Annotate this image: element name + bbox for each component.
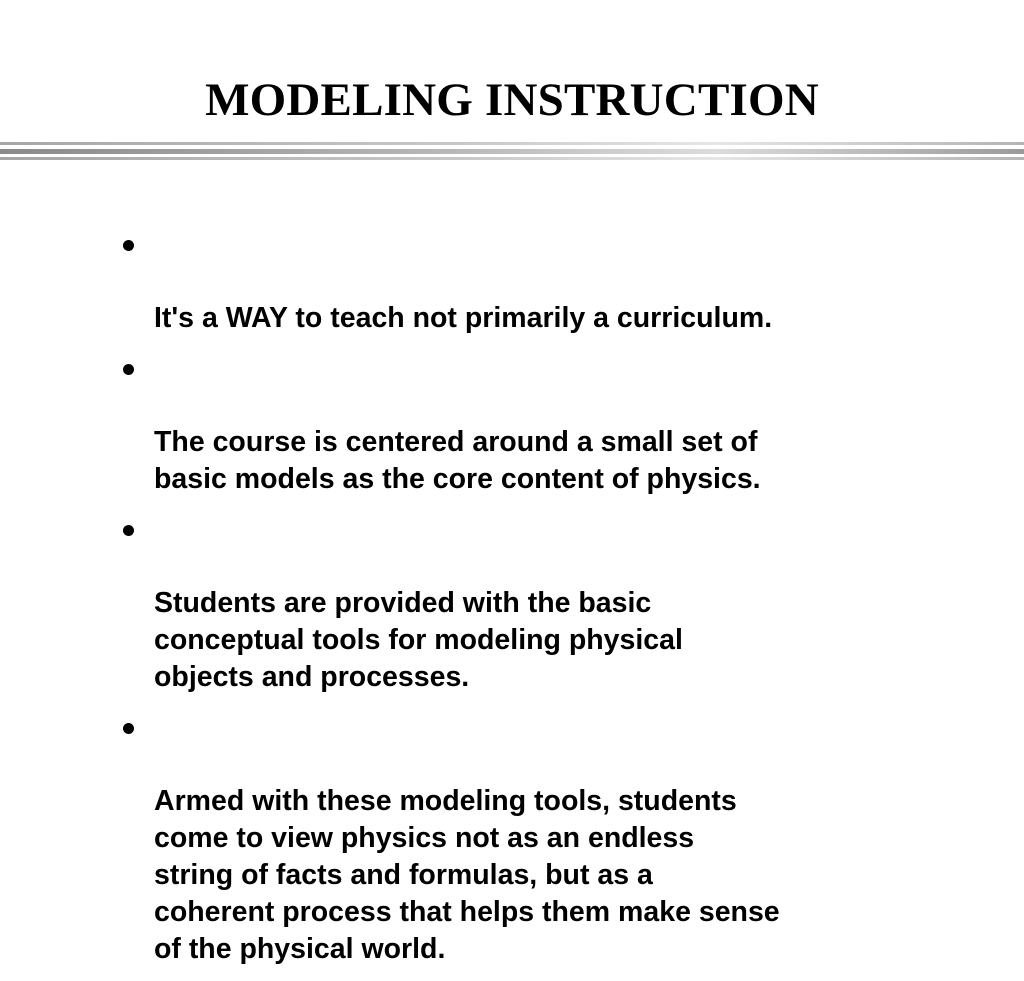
bullet-list bbox=[123, 226, 923, 981]
bullet-dot-icon bbox=[123, 525, 134, 536]
title-divider-line bbox=[0, 157, 1024, 160]
bullet-text: The course is centered around a small set of basic models as the core content of physics. bbox=[154, 426, 761, 495]
title-divider-line bbox=[0, 149, 1024, 154]
bullet-item bbox=[123, 350, 923, 498]
slide-title: MODELING INSTRUCTION bbox=[205, 74, 819, 126]
title-divider-line bbox=[0, 142, 1024, 145]
bullet-item bbox=[123, 511, 923, 696]
bullet-item bbox=[123, 709, 923, 968]
bullet-dot-icon bbox=[123, 240, 134, 251]
bullet-text: It's a WAY to teach not primarily a curriculum. bbox=[154, 302, 773, 334]
bullet-dot-icon bbox=[123, 364, 134, 375]
bullet-item bbox=[123, 226, 923, 337]
bullet-text: Students are provided with the basic conceptual tools for modeling physical objects and processes. bbox=[154, 587, 683, 693]
bullet-dot-icon bbox=[123, 723, 134, 734]
bullet-text: Armed with these modeling tools, students come to view physics not as an endless string of facts and formulas, but as a coherent process that helps them make sense of the physical world. bbox=[154, 785, 780, 965]
